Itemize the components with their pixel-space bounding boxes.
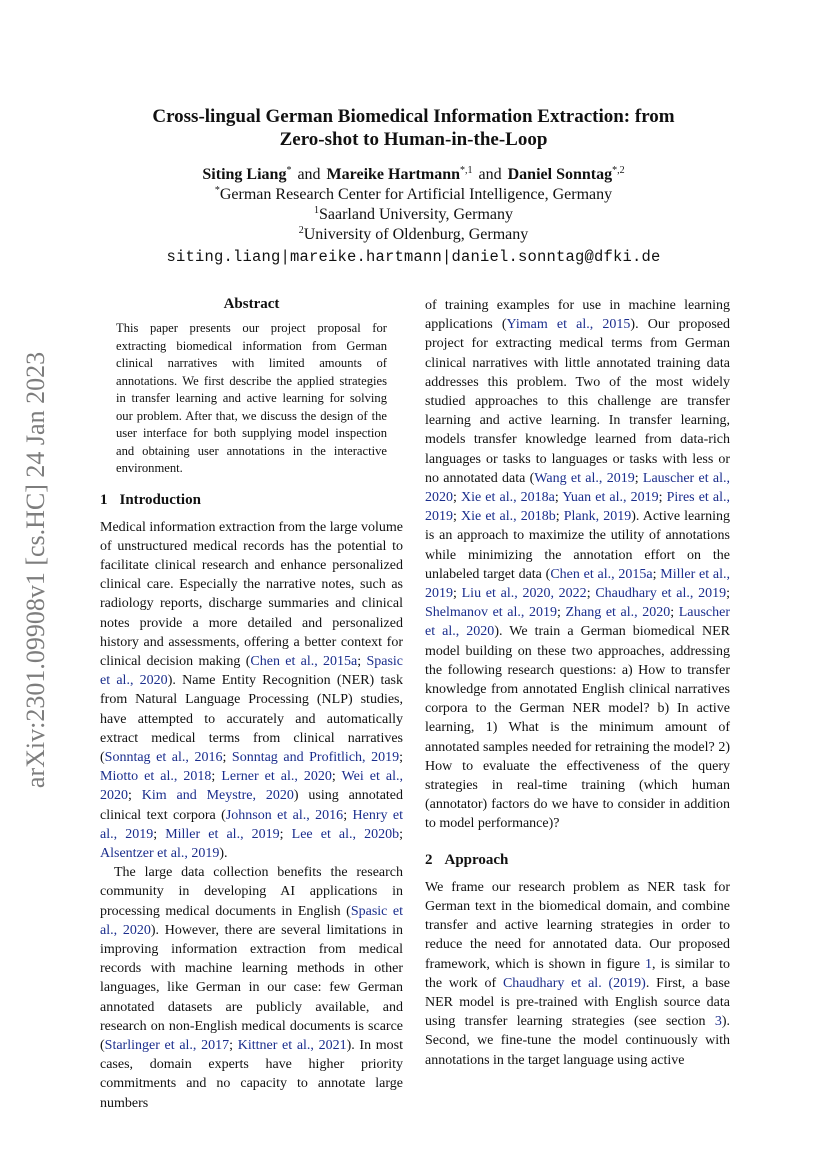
citation-link[interactable]: Chaudhary et al. (2019) xyxy=(502,975,646,991)
title-line-2: Zero-shot to Human-in-the-Loop xyxy=(279,129,548,150)
author-block xyxy=(100,165,727,267)
abstract-heading: Abstract xyxy=(223,296,280,312)
section-title: Approach xyxy=(444,851,509,868)
author-name: Mareike Hartmann xyxy=(326,166,461,183)
citation-link[interactable]: Liu et al., 2020, 2022 xyxy=(461,586,587,602)
affiliation-mark: * xyxy=(214,185,220,196)
citation-link[interactable]: Starlinger et al., 2017 xyxy=(104,1037,230,1053)
figure-reference-link[interactable]: 1 xyxy=(645,956,653,972)
citation-link[interactable]: Chaudhary et al., 2019 xyxy=(595,586,727,602)
intro-paragraph-continued: of training examples for use in machine learning applications (Yimam et al., 2015). Our proposed project for extracting medical terms from German clinical narratives with little annotated training data addresses this problem. Two of the most widely studied approaches to this challenge are transfer learning and active learning. In transfer learning, models transfer knowledge learned from data-rich languages or tasks to languages or tasks with less or no annotated data (Wang et al., 2019; Lauscher et al., 2020; Xie et al., 2018a; Yuan et al., 2019; Pires et al., 2019; Xie et al., 2018b; Plank, 2019). Active learning is an approach to maximize the utility of annotations while minimizing the annotation effort on the unlabeled target data (Chen et al., 2015a; Miller et al., 2019; Liu et al., 2020, 2022; Chaudhary et al., 2019; Shelmanov et al., 2019; Zhang et al., 2020; Lauscher et al., 2020). We train a German biomedical NER model building on these two approaches, addressing the following research questions: a) How to transfer knowledge from annotated English clinical narratives corpora to the German NER model? b) In active learning, 1) What is the minimum amount of annotated samples needed for retraining the model? 2) How to evaluate the effectiveness of the query strategies in real-time training (which human (annotator) factors do we have to consider in addition to model performance)? xyxy=(425,298,731,832)
author-mark: * xyxy=(286,165,292,176)
citation-link[interactable]: Chen et al., 2015a xyxy=(250,653,358,669)
citation-link[interactable]: Spasic et al., 2020 xyxy=(100,653,403,689)
section-title: Introduction xyxy=(119,491,201,508)
intro-paragraph-1: Medical information extraction from the large volume of unstructured medical records has the potential to facilitate clinical research and enhance personalized clinical care. Especially the narrative notes, such as radiology reports, discharge summaries and clinical notes provide a more detailed and personalized history and assessments, offering a better context for clinical decision making (Chen et al., 2015a; Spasic et al., 2020). Name Entity Recognition (NER) task from Natural Language Processing (NLP) studies, have attempted to accurately and automatically extract medical terms from clinical narratives (Sonntag et al., 2016; Sonntag and Profitlich, 2019; Miotto et al., 2018; Lerner et al., 2020; Wei et al., 2020; Kim and Meystre, 2020) using annotated clinical text corpora (Johnson et al., 2016; Henry et al., 2019; Miller et al., 2019; Lee et al., 2020b; Alsentzer et al., 2019). xyxy=(100,519,404,861)
citation-link[interactable]: Xie et al., 2018a xyxy=(460,490,555,506)
and-word: and xyxy=(478,166,502,183)
citation-link[interactable]: Johnson et al., 2016 xyxy=(225,807,344,823)
and-word: and xyxy=(297,166,321,183)
citation-link[interactable]: Lerner et al., 2020 xyxy=(221,769,332,785)
citation-link[interactable]: Sonntag et al., 2016 xyxy=(104,749,223,765)
title-line-1: Cross-lingual German Biomedical Information Extraction: from xyxy=(152,106,675,127)
citation-link[interactable]: Shelmanov et al., 2019 xyxy=(425,605,557,621)
citation-link[interactable]: Lauscher et al., 2020 xyxy=(425,605,731,640)
author-name: Siting Liang xyxy=(202,166,287,183)
approach-paragraph-1: We frame our research problem as NER task for German text in the biomedical domain, and combine transfer and active learning strategies in order to reduce the need for annotated data. Our proposed framework, which is shown in figure 1, is similar to the work of Chaudhary et al. (2019). First, a base NER model is pre-trained with English source data using transfer learning strategies (see section 3). Second, we fine-tune the model continuously with annotations in the target language using active xyxy=(425,879,731,1068)
section-heading-introduction xyxy=(100,492,403,509)
intro-paragraph-2: The large data collection benefits the research community in developing AI applications in processing medical documents in English (Spasic et al., 2020). However, there are several limitations in improving information extraction from medical records with machine learning methods in other languages, like German in our case: few German annotated datasets are publicly available, and research on non-English medical documents is scarce (Starlinger et al., 2017; Kittner et al., 2021). In most cases, domain experts have higher priority commitments and no capacity to annotate large numbers xyxy=(100,865,404,1111)
arxiv-sidebar xyxy=(6,351,66,789)
section-heading-approach xyxy=(425,852,730,869)
affiliation xyxy=(100,205,727,225)
citation-link[interactable]: Yimam et al., 2015 xyxy=(506,317,631,333)
citation-link[interactable]: Lauscher et al., 2020 xyxy=(425,470,730,506)
citation-link[interactable]: Alsentzer et al., 2019 xyxy=(100,845,220,861)
author-name: Daniel Sonntag xyxy=(507,166,613,183)
citation-link[interactable]: Spasic et al., 2020 xyxy=(100,903,403,938)
section-reference-link[interactable]: 3 xyxy=(714,1014,722,1030)
citation-link[interactable]: Plank, 2019 xyxy=(563,509,632,525)
affiliation-text: Saarland University, Germany xyxy=(318,206,513,223)
affiliation-mark: 2 xyxy=(298,225,304,236)
right-column xyxy=(425,296,730,1070)
citation-link[interactable]: Kittner et al., 2021 xyxy=(237,1037,347,1053)
arxiv-identifier: arXiv:2301.09908v1 [cs.HC] 24 Jan 2023 xyxy=(21,351,50,789)
citation-link[interactable]: Henry et al., 2019 xyxy=(100,807,404,842)
citation-link[interactable]: Chen et al., 2015a xyxy=(550,566,653,582)
author-mark: *,1 xyxy=(460,165,473,176)
abstract-text: This paper presents our project proposal for extracting biomedical information from German clinical narratives with limited amounts of annotations. We first describe the applied strategies in transfer learning and active learning for solving our problem. After that, we discuss the design of the user interface for both supplying model inspection and obtaining user annotations in the interactive environment. xyxy=(116,321,387,475)
citation-link[interactable]: Sonntag and Profitlich, 2019 xyxy=(231,749,400,765)
affiliation xyxy=(100,225,727,245)
citation-link[interactable]: Yuan et al., 2019 xyxy=(562,490,659,506)
affiliation xyxy=(100,185,727,205)
left-column xyxy=(100,296,403,1113)
citation-link[interactable]: Xie et al., 2018b xyxy=(461,509,556,525)
section-number: 1 xyxy=(100,491,108,508)
author-email: siting.liang|mareike.hartmann|daniel.sonntag@dfki.de xyxy=(166,248,661,266)
citation-link[interactable]: Wei et al., 2020 xyxy=(100,769,404,804)
author-mark: *,2 xyxy=(612,165,625,176)
citation-link[interactable]: Miller et al., 2019 xyxy=(165,826,280,842)
section-number: 2 xyxy=(425,851,433,868)
affiliation-mark: 1 xyxy=(313,205,319,216)
affiliation-text: German Research Center for Artificial Intelligence, Germany xyxy=(219,186,613,203)
citation-link[interactable]: Miller et al., 2019 xyxy=(425,566,730,602)
paper-title xyxy=(100,105,727,151)
citation-link[interactable]: Zhang et al., 2020 xyxy=(565,605,671,621)
citation-link[interactable]: Kim and Meystre, 2020 xyxy=(141,788,294,804)
citation-link[interactable]: Miotto et al., 2018 xyxy=(100,769,212,785)
citation-link[interactable]: Pires et al., 2019 xyxy=(425,490,731,525)
author-line xyxy=(100,165,727,185)
citation-link[interactable]: Lee et al., 2020b xyxy=(291,826,400,842)
affiliation-text: University of Oldenburg, Germany xyxy=(303,226,529,243)
citation-link[interactable]: Wang et al., 2019 xyxy=(534,470,635,486)
